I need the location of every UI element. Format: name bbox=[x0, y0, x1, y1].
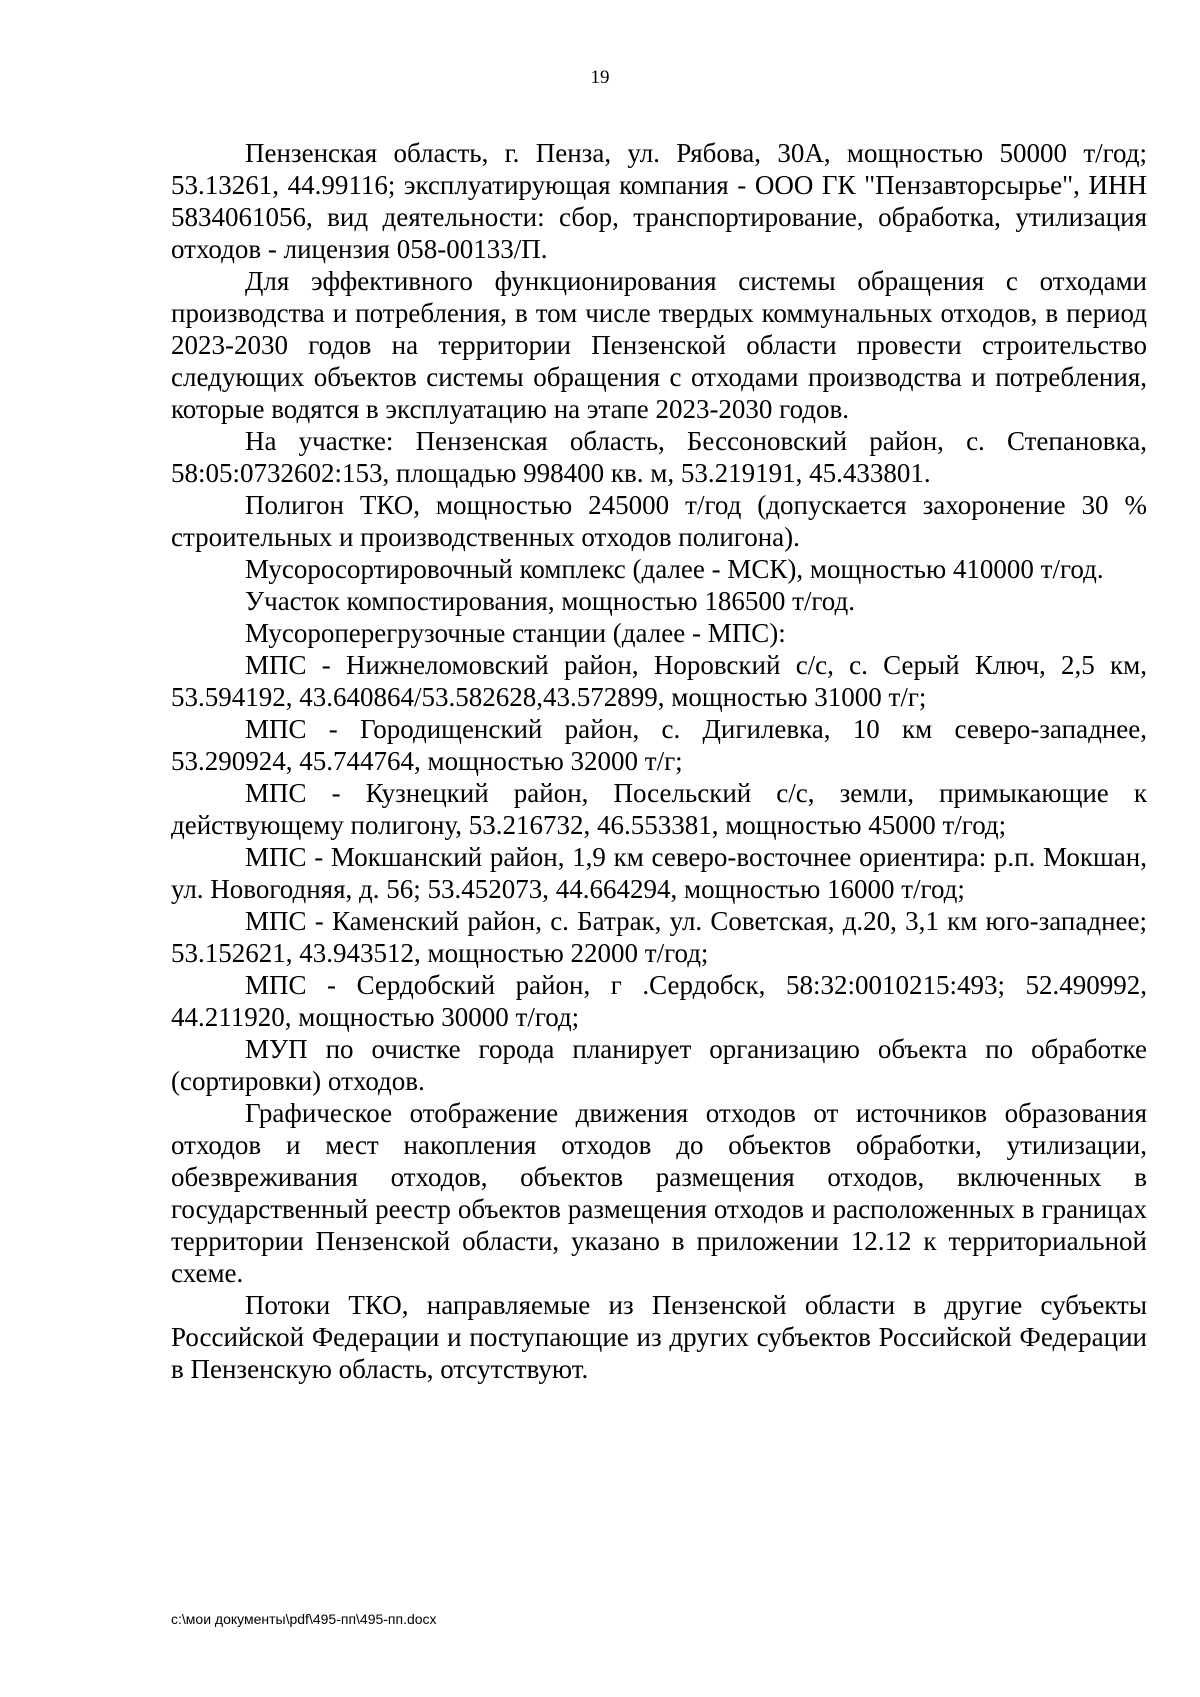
paragraph-tko-flows: Потоки ТКО, направляемые из Пензенской области в другие субъекты Российской Федерации и поступающие из других субъектов Российской Федерации в Пензенскую область, отсутствуют. bbox=[171, 1290, 1147, 1384]
paragraph-mps-kamenka: МПС - Каменский район, с. Батрак, ул. Советская, д.20, 3,1 км юго-западнее; 53.152621, 43.943512, мощностью 22000 т/год; bbox=[171, 906, 1147, 968]
document-body bbox=[171, 137, 1147, 1385]
paragraph-mps-kuznetsk: МПС - Кузнецкий район, Посельский с/с, земли, примыкающие к действующему полигону, 53.216732, 46.553381, мощностью 45000 т/год; bbox=[171, 778, 1147, 840]
paragraph-mup-sorting: МУП по очистке города планирует организацию объекта по обработке (сортировки) отходов. bbox=[171, 1034, 1147, 1096]
paragraph-site-stepanovka: На участке: Пензенская область, Бессоновский район, с. Степановка, 58:05:0732602:153, площадью 998400 кв. м, 53.219191, 45.433801. bbox=[171, 426, 1147, 488]
paragraph-graphic-display: Графическое отображение движения отходов от источников образования отходов и мест накопления отходов до объектов обработки, утилизации, обезвреживания отходов, объектов размещения отходов, включенных в государственный реестр объектов размещения отходов и расположенных в границах территории Пензенской области, указано в приложении 12.12 к территориальной схеме. bbox=[171, 1098, 1147, 1288]
footer-file-path: c:\мои документы\pdf\495-пп\495-пп.docx bbox=[171, 1611, 437, 1627]
paragraph-landfill: Полигон ТКО, мощностью 245000 т/год (допускается захоронение 30 % строительных и производственных отходов полигона). bbox=[171, 490, 1147, 552]
paragraph-mps-mokshan: МПС - Мокшанский район, 1,9 км северо-восточнее ориентира: р.п. Мокшан, ул. Новогодняя, д. 56; 53.452073, 44.664294, мощностью 16000 т/год; bbox=[171, 842, 1147, 904]
paragraph-sorting-complex: Мусоросортировочный комплекс (далее - МСК), мощностью 410000 т/год. bbox=[245, 554, 1104, 584]
paragraph-mps-nizhnelomov: МПС - Нижнеломовский район, Норовский с/с, с. Серый Ключ, 2,5 км, 53.594192, 43.640864/53.582628,43.572899, мощностью 31000 т/г; bbox=[171, 650, 1147, 712]
paragraph-mps-gorodishche: МПС - Городищенский район, с. Дигилевка, 10 км северо-западнее, 53.290924, 45.744764, мощностью 32000 т/г; bbox=[171, 714, 1147, 776]
page-number: 19 bbox=[590, 67, 610, 88]
paragraph-construction-plan: Для эффективного функционирования системы обращения с отходами производства и потребления, в том числе твердых коммунальных отходов, в период 2023-2030 годов на территории Пензенской области провести строительство следующих объектов системы обращения с отходами производства и потребления, которые водятся в эксплуатацию на этапе 2023-2030 годов. bbox=[171, 266, 1147, 424]
paragraph-enterprise-penza: Пензенская область, г. Пенза, ул. Рябова, 30А, мощностью 50000 т/год; 53.13261, 44.99116; эксплуатирующая компания - ООО ГК "Пензавторсырье", ИНН 5834061056, вид деятельности: сбор, транспортирование, обработка, утилизация отходов - лицензия 058-00133/П. bbox=[171, 138, 1147, 264]
paragraph-mps-serdobsk: МПС - Сердобский район, г .Сердобск, 58:32:0010215:493; 52.490992, 44.211920, мощностью 30000 т/год; bbox=[171, 970, 1147, 1032]
paragraph-composting: Участок компостирования, мощностью 186500 т/год. bbox=[245, 586, 856, 616]
paragraph-transfer-stations: Мусороперегрузочные станции (далее - МПС): bbox=[245, 618, 786, 648]
